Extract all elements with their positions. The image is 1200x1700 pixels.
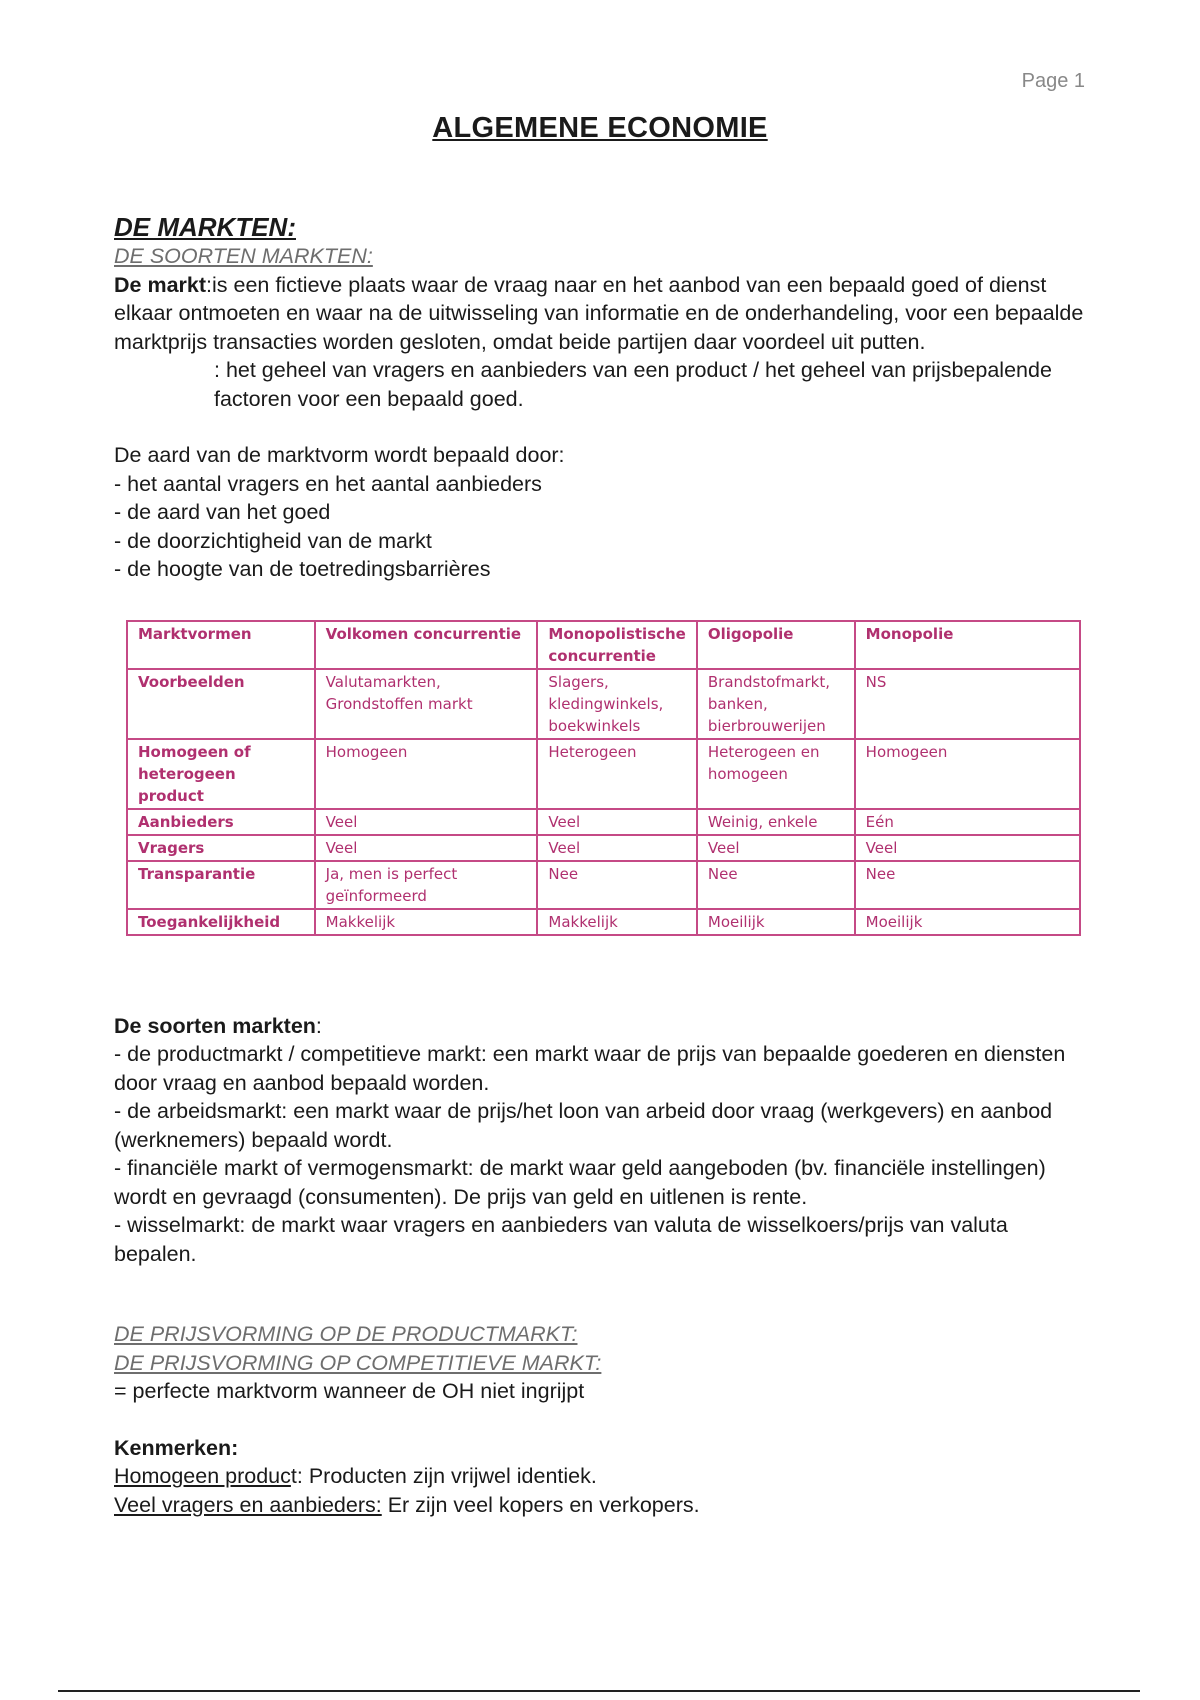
features-heading [114,1434,1094,1463]
table-cell: Slagers, kledingwinkels, boekwinkels [537,669,696,739]
table-cell: Moeilijk [697,909,855,935]
market-types-heading [114,1012,1094,1041]
market-types-heading-colon: : [315,1013,322,1038]
subheading-prijsvorming-competitieve-markt: DE PRIJSVORMING OP COMPETITIEVE MARKT: [114,1350,602,1375]
feature-term: Veel vragers en aanbieders: [114,1492,382,1517]
market-types-heading-text: De soorten markten [114,1013,316,1038]
definition-term: De markt [114,272,207,297]
feature-term-rest: t [290,1464,297,1488]
table-cell: Weinig, enkele [697,809,855,835]
table-cell: Heterogeen [537,739,696,809]
table-cell: Valutamarkten, Grondstoffen markt [315,669,538,739]
table-cell: Moeilijk [855,909,1080,935]
table-header-row [127,621,1080,669]
determined-list [114,470,1094,584]
list-item: - financiële markt of vermogensmarkt: de markt waar geld aangeboden (bv. financiële instellingen) wordt en gevraagd (consumenten). De prijs van geld en uitlenen is rente. [114,1156,1046,1209]
document-title: ALGEMENE ECONOMIE [432,112,768,144]
section-heading-markten: DE MARKTEN: [114,212,296,242]
feature-text: : Producten zijn vrijwel identiek. [296,1464,597,1488]
table-cell: NS [855,669,1080,739]
table-row [127,669,1080,739]
table-cell: Heterogeen en homogeen [697,739,855,809]
document-body [114,212,1094,1519]
row-label: Aanbieders [127,809,315,835]
market-definition-alt: : het geheel van vragers en aanbieders van een product / het geheel van prijsbepalende factoren voor een bepaald goed. [214,358,1052,411]
competitive-market-definition: = perfecte marktvorm wanneer de OH niet ingrijpt [114,1379,585,1403]
table-cell: Nee [537,861,696,909]
row-label: Voorbeelden [127,669,315,739]
row-label: Vragers [127,835,315,861]
list-item: - de doorzichtigheid van de markt [114,528,432,553]
table-cell: Veel [537,835,696,861]
table-row [127,861,1080,909]
table-header-cell: Volkomen concurrentie [315,621,538,669]
market-forms-table [126,620,1081,936]
table-row [127,835,1080,861]
feature-term: Homogeen produc [114,1464,291,1488]
row-label: Transparantie [127,861,315,909]
definition-text: :is een fictieve plaats waar de vraag naar en het aanbod van een bepaald goed of dienst elkaar ontmoeten en waar na de uitwisseling van informatie en de onderhandeling, voor een bepaalde marktprijs transacties worden gesloten, omdat beide partijen daar voordeel uit putten. [114,272,1084,354]
list-item: - de productmarkt / competitieve markt: een markt waar de prijs van bepaalde goederen en diensten door vraag en aanbod bepaald worden. [114,1042,1066,1095]
table-header-cell: Oligopolie [697,621,855,669]
table-cell: Veel [315,835,538,861]
list-item: - het aantal vragers en het aantal aanbieders [114,471,542,496]
table-cell: Makkelijk [537,909,696,935]
table-cell: Brandstofmarkt, banken, bierbrouwerijen [697,669,855,739]
feature-item [114,1462,1094,1491]
subheading-soorten-markten: DE SOORTEN MARKTEN: [114,244,373,268]
list-item: - wisselmarkt: de markt waar vragers en aanbieders van valuta de wisselkoers/prijs van valuta bepalen. [114,1213,1008,1266]
table-header-cell: Monopolie [855,621,1080,669]
market-definition [114,271,1094,357]
table-cell: Veel [315,809,538,835]
table-cell: Veel [855,835,1080,861]
features-heading-text: Kenmerken: [114,1435,239,1460]
table-cell: Veel [697,835,855,861]
table-header-cell: Marktvormen [127,621,315,669]
table-cell: Veel [537,809,696,835]
table-cell: Nee [697,861,855,909]
table-cell: Makkelijk [315,909,538,935]
table-cell: Ja, men is perfect geïnformeerd [315,861,538,909]
list-item: - de aard van het goed [114,500,331,524]
list-item: - de arbeidsmarkt: een markt waar de prijs/het loon van arbeid door vraag (werkgevers) en aanbod (werknemers) bepaald wordt. [114,1099,1053,1152]
page-number: Page 1 [1021,70,1085,92]
feature-text: Er zijn veel kopers en verkopers. [381,1492,700,1517]
table-row [127,809,1080,835]
list-item: - de hoogte van de toetredingsbarrières [114,557,491,581]
determined-intro: De aard van de marktvorm wordt bepaald door: [114,443,565,467]
subheading-prijsvorming-productmarkt: DE PRIJSVORMING OP DE PRODUCTMARKT: [114,1322,578,1346]
row-label: Toegankelijkheid [127,909,315,935]
bottom-rule [58,1690,1140,1692]
table-header-cell: Monopolistische concurrentie [537,621,696,669]
table-cell: Eén [855,809,1080,835]
row-label: Homogeen of heterogeen product [127,739,315,809]
table-row [127,909,1080,935]
table-cell: Homogeen [315,739,538,809]
table-cell: Homogeen [855,739,1080,809]
market-types-list [114,1040,1094,1268]
table-cell: Nee [855,861,1080,909]
table-row [127,739,1080,809]
feature-item [114,1491,1094,1520]
